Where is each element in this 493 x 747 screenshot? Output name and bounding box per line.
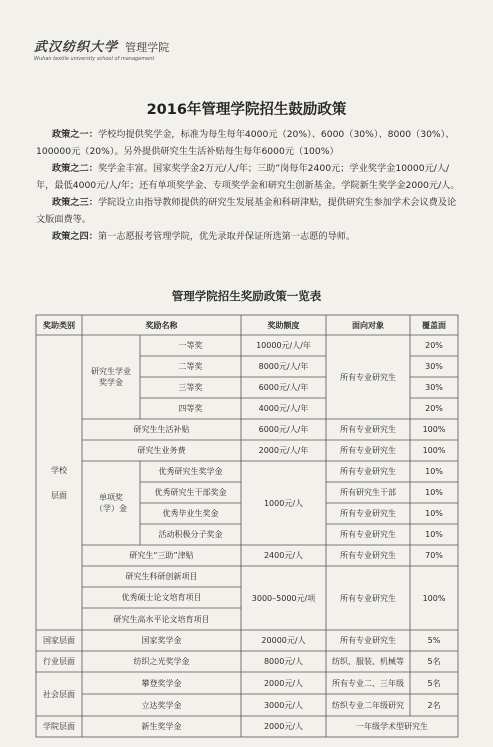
table-cell-amount: 2400元/人: [263, 551, 304, 560]
table-cell-amount: 4000元/人/年: [258, 404, 309, 413]
group-single-line2: （学）金: [95, 504, 127, 513]
table-cell-amount: 3000–5000元/项: [251, 593, 316, 603]
table-cell-name: 国家奖学金: [141, 636, 182, 645]
table-cell-amount: 8000元/人: [263, 657, 304, 666]
table-cell-name: 研究生“三助”津贴: [129, 551, 194, 560]
table-cell-target: 所有专业研究生: [340, 425, 396, 434]
policy-text: 奖学金丰富。国家奖学金2万元/人/年；三助”岗每年2400元；学业奖学金10000元/人/年，最低4000元/人/年；还有单项奖学金、专项奖学金和研究生创新基金。学院新生奖学金2000元/人。: [36, 163, 460, 191]
table-cell-amount: 1000元/人: [263, 498, 304, 508]
table-cell-coverage: 30%: [425, 362, 443, 371]
policy-text: 学校均提供奖学金，标准为每生每年4000元（20%）、6000（30%）、8000（30%）、100000元（20%）。另外提供研究生生活补贴每生每年6000元（100%）: [36, 129, 455, 157]
table-cell-target: 纺织、服装、机械等: [332, 657, 404, 666]
header-target: 面向对象: [352, 320, 384, 330]
group-single-line1: 单项奖: [99, 493, 123, 502]
category-school: [36, 335, 82, 630]
group-single: [82, 461, 140, 545]
table-cell-amount: 2000元/人/年: [258, 446, 309, 455]
table-cell-coverage: 30%: [425, 383, 443, 392]
table-cell-target: 所有专业研究生: [340, 551, 396, 560]
table-cell-target: 所有研究生干部: [340, 488, 396, 497]
table-cell-target: 所有专业二、三年级: [332, 678, 404, 688]
table-cell-coverage: 100%: [422, 446, 446, 455]
header-amount: 奖助额度: [267, 320, 300, 330]
page-title: 2016年管理学院招生鼓励政策: [146, 102, 347, 118]
table-title: 管理学院招生奖励政策一览表: [171, 289, 322, 303]
table-cell-coverage: 10%: [425, 509, 443, 518]
table-cell-coverage: 70%: [425, 551, 443, 560]
table-cell-amount: 2000元/人: [263, 722, 304, 731]
table-cell-name: 新生奖学金: [141, 722, 182, 731]
group-academic-line2: 奖学金: [99, 378, 123, 387]
table-cell-amount: 3000元/人: [263, 700, 304, 710]
table-cell-amount: 2000元/人: [263, 678, 304, 688]
table-cell-name: 研究生高水平论文培育项目: [113, 614, 210, 624]
category-college: 学院层面: [43, 722, 75, 731]
table-cell-target: 纺织专业二年级研究: [332, 700, 404, 710]
table-cell-amount: 20000元/人: [261, 636, 306, 645]
table-cell-amount: 10000元/人/年: [256, 341, 311, 350]
table-cell-name: 纺织之光奖学金: [133, 657, 190, 666]
table-cell-name: 优秀研究生干部奖金: [154, 488, 227, 497]
table-cell-name: 优秀硕士论文培育项目: [121, 593, 202, 602]
table-cell-target: 所有专业研究生: [340, 636, 396, 645]
table-cell-name: 优秀研究生奖学金: [158, 467, 223, 476]
policy-label: 政策之四：: [52, 231, 98, 242]
table-cell-coverage: 10%: [425, 530, 443, 539]
policy-label: 政策之二：: [52, 163, 98, 174]
group-academic-line1: 研究生学业: [91, 367, 131, 376]
table-cell-target: 所有专业研究生: [340, 593, 396, 603]
table-cell-coverage: 5名: [427, 657, 441, 666]
table-cell-amount: 8000元/人/年: [258, 362, 309, 371]
table-cell-amount: 6000元/人/年: [258, 425, 309, 434]
table-cell-coverage: 100%: [422, 593, 446, 603]
category-national: 国家层面: [43, 636, 75, 645]
table-cell-target: 所有专业研究生: [340, 467, 396, 476]
table-cell-coverage: 20%: [425, 341, 443, 350]
category-social: 社会层面: [43, 689, 75, 699]
table-cell-coverage: 10%: [425, 488, 443, 497]
table-cell-coverage: 10%: [425, 467, 443, 476]
table-cell-target: 所有专业研究生: [340, 509, 396, 518]
table-cell-name: 二等奖: [178, 362, 203, 371]
table-cell-target: 所有专业研究生: [340, 530, 396, 539]
department-name: 管理学院: [125, 41, 170, 54]
table-cell-name: 研究生生活补贴: [133, 425, 190, 434]
university-logo: 武汉纺织大学: [34, 40, 119, 55]
policy-text: 学院设立由指导教师提供的研究生发展基金和科研津贴，提供研究生参加学术会议费及论文版面费等。: [36, 197, 457, 225]
table-cell-name: 攀登奖学金: [141, 678, 182, 688]
table-cell-name: 立达奖学金: [141, 700, 182, 710]
table-cell-name: 研究生科研创新项目: [125, 572, 198, 581]
policy-label: 政策之一：: [52, 129, 98, 140]
table-cell-coverage: 5%: [427, 636, 441, 645]
table-cell-amount: 6000元/人/年: [258, 383, 309, 392]
policy-label: 政策之三：: [52, 197, 98, 208]
table-cell-name: 四等奖: [178, 404, 203, 413]
table-cell-target: 所有专业研究生: [340, 372, 396, 382]
category-school-line1: 学校: [51, 465, 67, 475]
table-cell-name: 三等奖: [178, 383, 203, 392]
header-coverage: 覆盖面: [422, 320, 446, 330]
university-logo-en: Wuhan textile university school of management: [34, 56, 155, 62]
category-school-line2: 层面: [51, 490, 67, 500]
table-cell-target: 所有专业研究生: [340, 446, 396, 455]
table-cell-name: 一等奖: [178, 341, 203, 350]
table-cell-coverage: 100%: [422, 425, 446, 434]
table-cell-target: 一年级学术型研究生: [356, 722, 428, 731]
table-cell-name: 研究生业务费: [137, 446, 186, 455]
group-academic: [82, 335, 140, 419]
header-category: 奖助类别: [43, 320, 75, 330]
table-cell-coverage: 20%: [425, 404, 443, 413]
table-cell-coverage: 5名: [427, 678, 441, 688]
table-cell-coverage: 2名: [427, 700, 441, 710]
category-industry: 行业层面: [43, 657, 75, 666]
policy-text: 第一志愿报考管理学院，优先录取并保证所选第一志愿的导师。: [97, 231, 356, 242]
header-name: 奖励名称: [145, 320, 178, 330]
table-cell-name: 优秀毕业生奖金: [162, 509, 219, 518]
table-cell-name: 活动积极分子奖金: [158, 530, 223, 539]
